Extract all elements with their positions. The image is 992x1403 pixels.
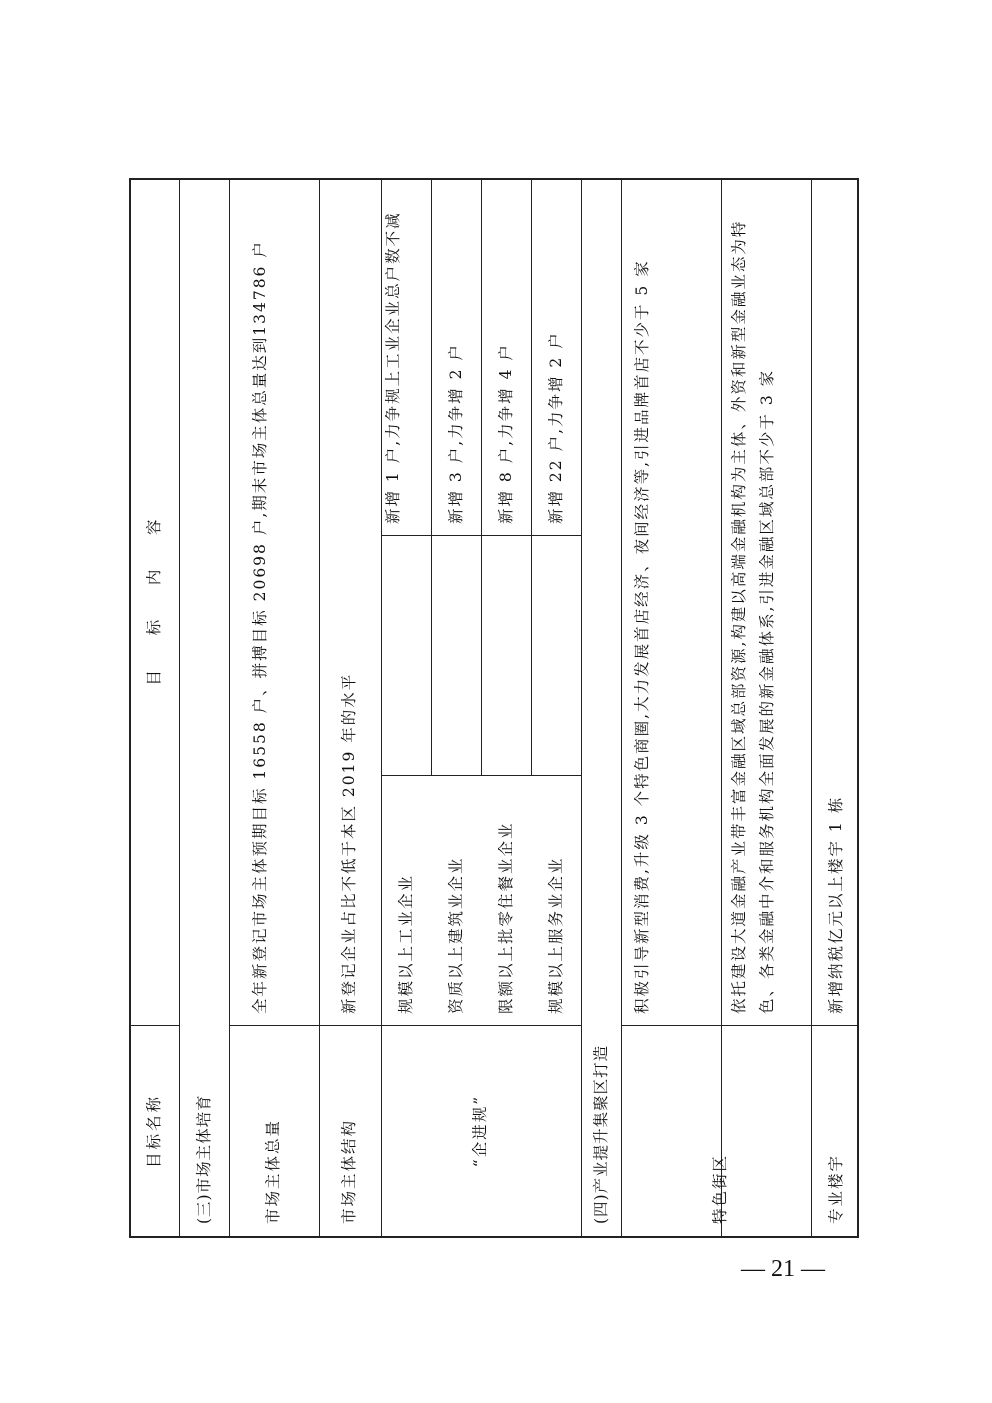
- section-title: (三)市场主体培育: [195, 1094, 213, 1224]
- row-name-market-total: 市场主体总量: [264, 1118, 282, 1224]
- row-name-pro-building: 专业楼宇: [827, 1153, 845, 1224]
- sub-value: 新增 1 户,力争规上工业企业总户数不减: [384, 211, 402, 524]
- sub-label: 资质以上建筑业企业: [447, 856, 465, 1014]
- row-divider: [319, 180, 320, 1236]
- row-content-market-structure: 新登记企业占比不低于本区 2019 年的水平: [340, 672, 358, 1014]
- sub-value: 新增 3 户,力争增 2 户: [447, 343, 465, 524]
- target-table: [129, 178, 859, 1238]
- section-title: (四)产业提升集聚区打造: [592, 1044, 610, 1224]
- sub-label: 规模以上工业企业: [397, 873, 415, 1014]
- col-divider: [381, 775, 581, 776]
- sub-label: 限额以上批零住餐业企业: [497, 821, 515, 1014]
- row-name-special-block: 特色街区: [711, 1153, 729, 1224]
- row-divider: [229, 180, 230, 1236]
- header-content: 目 标 内 容: [145, 516, 163, 686]
- col-divider: [381, 535, 581, 536]
- row-divider: [621, 180, 622, 1236]
- sub-value: 新增 8 户,力争增 4 户: [497, 343, 515, 524]
- row-divider: [581, 180, 582, 1236]
- col-divider: [229, 1025, 581, 1026]
- row-divider: [811, 180, 812, 1236]
- page-number: — 21 —: [741, 1256, 825, 1282]
- row-divider: [481, 180, 482, 776]
- row-content-market-total: 全年新登记市场主体预期目标 16558 户、拼搏目标 20698 户,期末市场主体总量达到134786 户: [251, 240, 269, 1014]
- row-content-special-block-2: 依托建设大道金融产业带丰富金融区域总部资源,构建以高端金融机构为主体、外资和新型金融业态为特色、各类金融中介和服务机构全面发展的新金融体系,引进金融区域总部不少于 3 家: [730, 219, 776, 1014]
- row-divider: [431, 180, 432, 776]
- col-divider: [621, 1025, 857, 1026]
- sub-value: 新增 22 户,力争增 2 户: [547, 331, 565, 524]
- row-content-special-block-1: 积极引导新型消费,升级 3 个特色商圈,大力发展首店经济、夜间经济等,引进品牌首店不少于 5 家: [633, 259, 651, 1014]
- row-name-market-structure: 市场主体结构: [340, 1118, 358, 1224]
- row-content-pro-building: 新增纳税亿元以上楼宇 1 栋: [827, 795, 845, 1014]
- row-divider: [531, 180, 532, 776]
- row-name-enterprise-upgrade: “企进规”: [471, 1094, 489, 1168]
- row-divider: [179, 180, 180, 1236]
- sub-label: 规模以上服务业企业: [547, 856, 565, 1014]
- header-name: 目标名称: [145, 1094, 163, 1169]
